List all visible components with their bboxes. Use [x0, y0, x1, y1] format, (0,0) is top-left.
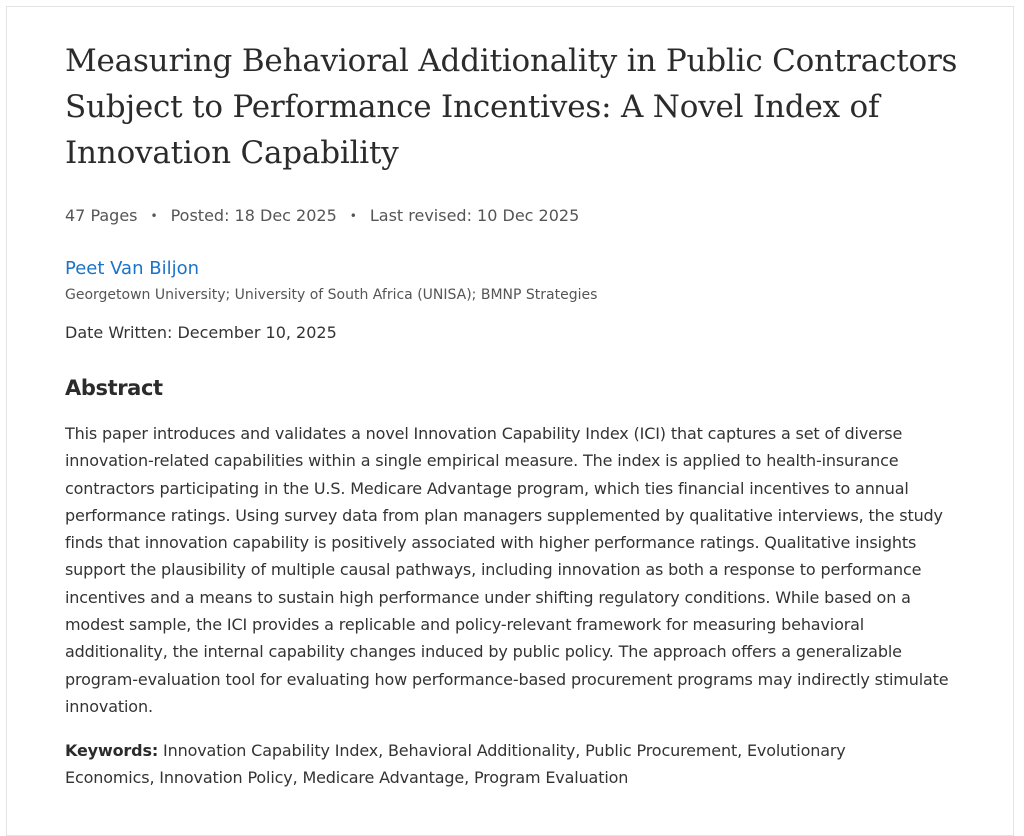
- date-written: Date Written: December 10, 2025: [65, 323, 337, 342]
- author-link[interactable]: Peet Van Biljon: [65, 258, 199, 279]
- paper-content: [65, 38, 965, 791]
- keywords: [65, 737, 885, 791]
- meta-separator: •: [349, 208, 357, 223]
- last-revised-date: Last revised: 10 Dec 2025: [369, 206, 580, 225]
- author-affiliation: Georgetown University; University of South Africa (UNISA); BMNP Strategies: [65, 287, 598, 303]
- posted-date: Posted: 18 Dec 2025: [170, 206, 337, 225]
- keywords-label: Keywords:: [65, 741, 159, 761]
- page-count: 47 Pages: [65, 206, 138, 225]
- meta-separator: •: [150, 208, 158, 223]
- abstract-heading: Abstract: [65, 376, 163, 400]
- paper-title: Measuring Behavioral Additionality in Public Contractors Subject to Performance Incentives: A Novel Index of Innovation Capability: [65, 43, 958, 171]
- keywords-list: Innovation Capability Index, Behavioral Additionality, Public Procurement, Evolutionary Economics, Innovation Policy, Medicare Advantage, Program Evaluation: [65, 741, 846, 788]
- paper-meta: [65, 206, 965, 225]
- abstract-text: This paper introduces and validates a novel Innovation Capability Index (ICI) that captures a set of diverse innovation-related capabilities within a single empirical measure. The index is applied to health-insurance contractors participating in the U.S. Medicare Advantage program, which ties financial incentives to annual performance ratings. Using survey data from plan managers supplemented by qualitative interviews, the study finds that innovation capability is positively associated with higher performance ratings. Qualitative insights support the plausibility of multiple causal pathways, including innovation as both a response to performance incentives and a means to sustain high performance under shifting regulatory conditions. While based on a modest sample, the ICI provides a replicable and policy-relevant framework for measuring behavioral additionality, the internal capability changes induced by public policy. The approach offers a generalizable program-evaluation tool for evaluating how performance-based procurement programs may indirectly stimulate innovation.: [65, 424, 949, 716]
